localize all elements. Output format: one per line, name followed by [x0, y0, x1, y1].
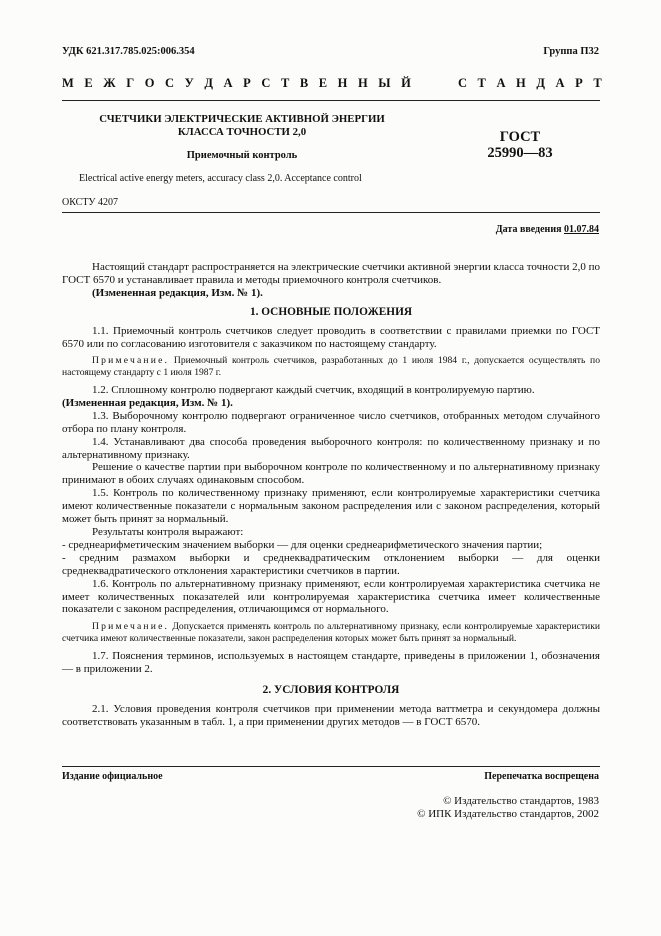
note-1	[62, 355, 600, 379]
clause-1-4-decision: Решение о качестве партии при выборочном контроле по количественному и по альтернативному признаку принимают в обоих случаях одинаковым способом.	[62, 461, 600, 487]
gost-designation	[470, 130, 570, 161]
banner-letter: Ж	[103, 76, 116, 90]
note-text: Допускается применять контроль по альтернативному признаку, если контролируемые характеристики счетчика имеют количественные показатели, закон распределения которых может быть принят за нормальный.	[62, 621, 600, 645]
document-body	[62, 261, 600, 728]
udc-code: УДК 621.317.785.025:006.354	[62, 46, 195, 57]
clause-1-5: 1.5. Контроль по количественному признаку применяют, если контролируемые характеристики счетчика имеют количественные показатели с нормальным законом распределения или с законом распределения, который может быть принят за нормальный.	[62, 487, 600, 526]
gost-label: ГОСТ	[499, 129, 541, 145]
banner-letter: Г	[126, 76, 135, 90]
banner-letter: Е	[84, 76, 93, 90]
okstu-code: ОКСТУ 4207	[62, 197, 119, 208]
note-label: Примечание.	[92, 355, 170, 367]
list-item: - среднеарифметическим значением выборки — для оценки среднеарифметического значения партии;	[62, 538, 543, 551]
note-2	[62, 621, 600, 645]
clause-1-6: 1.6. Контроль по альтернативному признаку применяют, если контролируемая характеристика счетчика не имеет количественных показателей или контролируемая характеристика счетчика имеет количественные показатели с законом распределения, отличающимся от нормального.	[62, 577, 600, 616]
introduction-date	[496, 224, 599, 235]
document-subtitle: Приемочный контроль	[186, 150, 298, 161]
section-1-heading: 1. ОСНОВНЫЕ ПОЛОЖЕНИЯ	[249, 305, 413, 318]
banner-letter: С	[457, 76, 467, 90]
list-item: - средним размахом выборки и среднеквадратическим отклонением выборки — для оценки среднеквадратического отклонения характеристики счетчиков в партии.	[62, 551, 600, 577]
date-value: 01.07.84	[564, 224, 599, 235]
english-title: Electrical active energy meters, accuracy class 2,0. Acceptance control	[79, 173, 362, 184]
group-code: Группа П32	[543, 46, 599, 57]
copyright-1983: © Издательство стандартов, 1983	[443, 795, 599, 807]
clause-1-1: 1.1. Приемочный контроль счетчиков следует проводить в соответствии с правилами приемки по ГОСТ 6570 или по согласованию изготовителя с заказчиком по настоящему стандарту.	[62, 324, 600, 350]
section-2-heading: 2. УСЛОВИЯ КОНТРОЛЯ	[262, 683, 400, 696]
banner-letter: Н	[337, 76, 348, 90]
banner-letter: Д	[204, 76, 213, 90]
gost-number: 25990—83	[487, 144, 553, 161]
banner-letter: В	[299, 76, 309, 90]
clause-1-4: 1.4. Устанавливают два способа проведения выборочного контроля: по количественному признаку и по альтернативному признаку.	[62, 435, 600, 461]
title-line-2: КЛАССА ТОЧНОСТИ 2,0	[177, 125, 307, 138]
banner-letter: Р	[243, 76, 251, 90]
clause-2-1: 2.1. Условия проведения контроля счетчиков при применении метода ваттметра и секундомера должны соответствовать указанным в табл. 1, а при применении других методов — в ГОСТ 6570.	[62, 702, 600, 728]
header-rule	[62, 100, 600, 101]
banner-letter: С	[165, 76, 175, 90]
clause-1-3: 1.3. Выборочному контролю подвергают ограниченное число счетчиков, отобранных методом случайного отбора по плану контроля.	[62, 409, 600, 435]
banner-letter: С	[261, 76, 271, 90]
intro-paragraph: Настоящий стандарт распространяется на электрические счетчики активной энергии класса точности 2,0 по ГОСТ 6570 и устанавливает правила и методы приемочного контроля счетчиков.	[62, 261, 600, 286]
banner-letter: Д	[536, 76, 545, 90]
clause-1-2: 1.2. Сплошному контролю подвергают каждый счетчик, входящий в контролируемую партию.	[92, 384, 535, 397]
document-title	[62, 113, 422, 138]
banner-letter: Н	[516, 76, 526, 90]
banner-letter: М	[62, 76, 74, 90]
date-label: Дата введения	[495, 224, 562, 235]
official-edition: Издание официальное	[62, 771, 163, 782]
banner-letter: Р	[575, 76, 583, 90]
note-text: Приемочный контроль счетчиков, разработанных до 1 июля 1984 г., допускается осуществлять по настоящему стандарту с 1 июля 1987 г.	[62, 355, 600, 379]
clause-1-5-results: Результаты контроля выражают:	[92, 526, 244, 538]
banner-letter: А	[223, 76, 233, 90]
note-label: Примечание.	[92, 621, 170, 633]
title-line-1: СЧЕТЧИКИ ЭЛЕКТРИЧЕСКИЕ АКТИВНОЙ ЭНЕРГИИ	[99, 113, 385, 125]
banner-letter: Т	[280, 76, 290, 90]
footer-rule	[62, 766, 600, 767]
reprint-prohibited: Перепечатка воспрещена	[484, 771, 599, 782]
edit-note: (Измененная редакция, Изм. № 1).	[62, 396, 233, 409]
interstate-standard-banner	[62, 76, 602, 91]
banner-gap	[421, 76, 447, 91]
banner-letter: Й	[401, 76, 411, 90]
copyright-2002: © ИПК Издательство стандартов, 2002	[417, 808, 599, 820]
banner-letter: Т	[477, 76, 486, 90]
banner-letter: А	[496, 76, 506, 90]
banner-letter: Ы	[378, 76, 391, 90]
banner-letter: Т	[593, 76, 602, 90]
clause-1-7: 1.7. Пояснения терминов, используемых в настоящем стандарте, приведены в приложении 1, обозначения — в приложении 2.	[62, 649, 600, 675]
banner-letter: Н	[357, 76, 368, 90]
banner-letter: У	[184, 76, 194, 90]
title-rule	[62, 212, 600, 213]
edit-note: (Измененная редакция, Изм. № 1).	[92, 286, 263, 299]
banner-letter: А	[555, 76, 565, 90]
banner-letter: О	[144, 76, 155, 90]
banner-letter: Е	[318, 76, 328, 90]
